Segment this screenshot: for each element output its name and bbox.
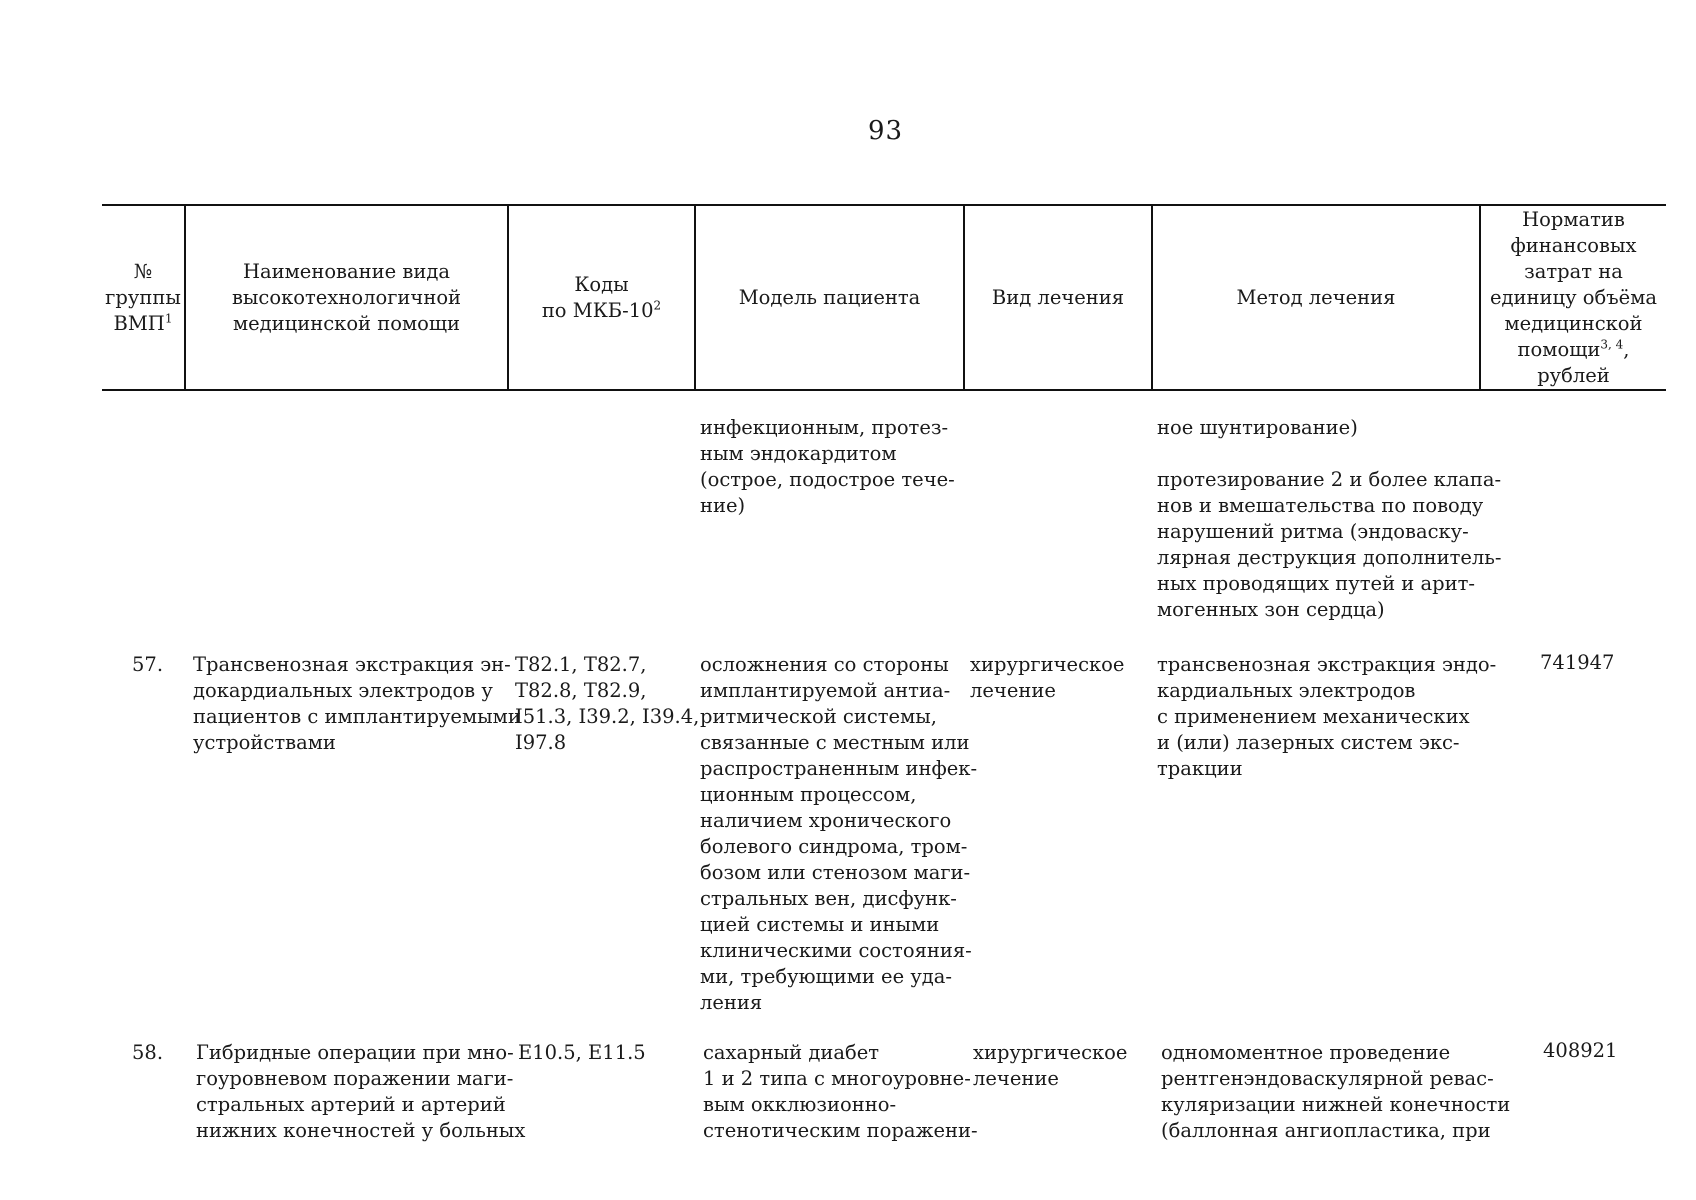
- row-treatment-type: хирургическое лечение: [973, 1041, 1128, 1090]
- footnote-mark: 1: [164, 311, 173, 325]
- row-method: трансвенозная экстракция эндо- кардиальных электродов с применением механических и (или) лазерных систем экс- тракции: [1157, 653, 1497, 780]
- continuation-method: ное шунтирование): [1157, 416, 1358, 439]
- header-cost-norm: [1481, 205, 1666, 390]
- row-cost: 408921: [1543, 1039, 1618, 1062]
- row-codes: E10.5, E11.5: [518, 1041, 646, 1064]
- header-codes-line: по МКБ-$10^2$: [541, 298, 662, 322]
- row-name: Трансвенозная экстракция эн- докардиальных электродов у пациентов с имплантируемыми устройствами: [193, 653, 521, 754]
- header-name-line: Наименование вида: [242, 259, 451, 283]
- header-group-number-line: группы: [105, 285, 181, 309]
- row-treatment-type: хирургическое лечение: [970, 653, 1125, 702]
- header-cost-line: медицинской: [1504, 311, 1643, 335]
- header-cost-line: затрат на: [1524, 259, 1623, 283]
- header-cost-line: рублей: [1537, 363, 1610, 387]
- header-cost-line: помощи$^{3, 4}$,: [1517, 337, 1630, 361]
- row-method: одномоментное проведение рентгенэндоваскулярной ревас- куляризации нижней конечности (баллонная ангиопластика, при: [1161, 1041, 1511, 1142]
- row-number: 57.: [132, 653, 164, 676]
- row-patient-model: сахарный диабет 1 и 2 типа с многоуровне- вым окклюзионно- стенотическим поражени-: [703, 1041, 978, 1142]
- row-patient-model: осложнения со стороны имплантируемой антиа- ритмической системы, связанные с местным или распространенным инфек- ционным процессом, наличием хронического болевого синдрома, тром- бозом или стенозом маги- стральных вен, дисфунк- цией системы и иными клиническими состояния- ми, требующими ее уда- ления: [700, 653, 978, 1014]
- header-treatment-method: Метод лечения: [1236, 285, 1396, 309]
- row-number: 58.: [132, 1041, 164, 1064]
- header-group-number: [102, 205, 184, 390]
- header-cost-line: финансовых: [1510, 233, 1637, 257]
- header-cost-line: Норматив: [1522, 207, 1625, 231]
- footnote-mark: 3, 4: [1600, 337, 1624, 351]
- header-cost-line: единицу объёма: [1490, 285, 1657, 309]
- footnote-mark: 2: [653, 298, 662, 312]
- continuation-patient-model: инфекционным, протез- ным эндокардитом (острое, подострое тече- ние): [700, 416, 955, 517]
- header-name: [186, 205, 507, 390]
- header-name-line: медицинской помощи: [232, 311, 461, 335]
- header-codes: [509, 205, 694, 390]
- header-codes-line: Коды: [574, 272, 629, 296]
- row-codes: T82.1, T82.7, T82.8, T82.9, I51.3, I39.2, I39.4, I97.8: [515, 653, 700, 754]
- row-name: Гибридные операции при мно- гоуровневом поражении маги- стральных артерий и артерий нижних конечностей у больных: [196, 1041, 526, 1142]
- header-patient-model: Модель пациента: [738, 285, 921, 309]
- header-group-number-line: ВМП$^1$: [113, 311, 173, 335]
- header-group-number-line: №: [133, 259, 153, 283]
- continuation-method: протезирование 2 и более клапа- нов и вмешательства по поводу нарушений ритма (эндоваску- лярная деструкция дополнитель- ных проводящих путей и арит- могенных зон сердца): [1157, 468, 1502, 621]
- header-treatment-type: Вид лечения: [991, 285, 1125, 309]
- header-name-line: высокотехнологичной: [231, 285, 462, 309]
- row-cost: 741947: [1540, 651, 1615, 674]
- page-number: 93: [868, 116, 904, 146]
